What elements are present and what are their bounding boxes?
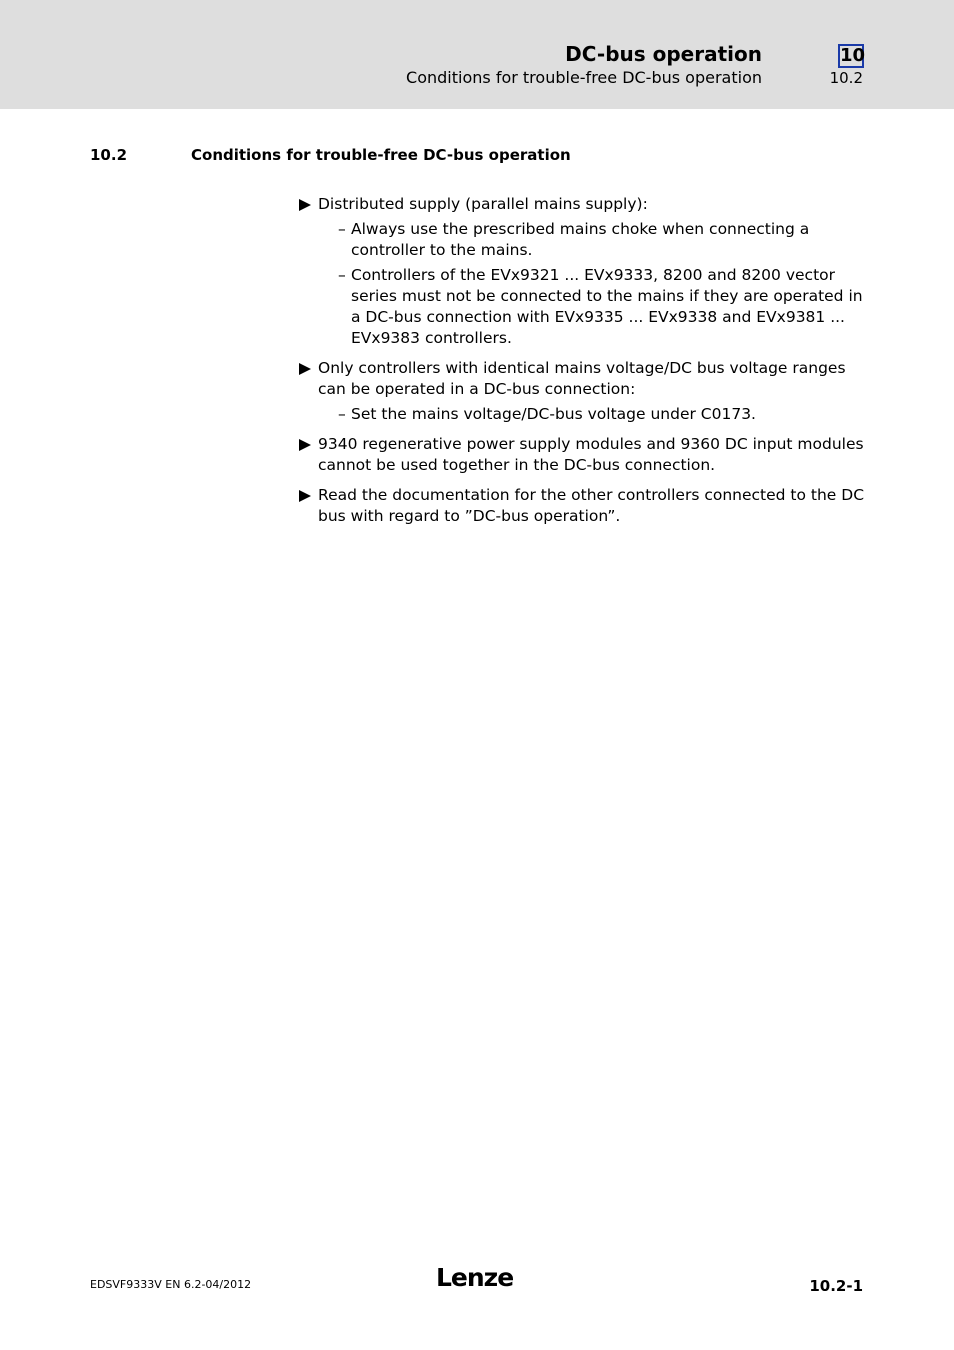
sub-item	[318, 219, 868, 261]
lenze-logo: Lenze	[436, 1263, 514, 1292]
bullet-item	[298, 358, 868, 425]
dash-marker: –	[338, 220, 346, 238]
sub-item	[318, 404, 868, 425]
sub-item-text: Always use the prescribed mains choke when connecting a controller to the mains.	[351, 220, 810, 259]
dash-marker: –	[338, 405, 346, 423]
content-body	[298, 194, 868, 536]
chapter-subtitle: Conditions for trouble-free DC-bus operation	[406, 68, 762, 87]
section-reference: 10.2	[829, 69, 863, 87]
bullet-item	[298, 194, 868, 349]
dash-marker: –	[338, 266, 346, 284]
section-title: Conditions for trouble-free DC-bus operation	[191, 146, 571, 164]
sub-item	[318, 265, 868, 349]
triangle-bullet-icon	[299, 363, 311, 375]
header-band	[0, 0, 954, 109]
bullet-text: Distributed supply (parallel mains supply):	[318, 195, 648, 213]
bullet-text: 9340 regenerative power supply modules and 9360 DC input modules cannot be used together in the DC-bus connection.	[318, 435, 864, 474]
page-number: 10.2-1	[809, 1277, 863, 1295]
triangle-bullet-icon	[299, 199, 311, 211]
bullet-text: Read the documentation for the other controllers connected to the DC bus with regard to ”DC-bus operation”.	[318, 486, 865, 525]
sub-item-text: Controllers of the EVx9321 ... EVx9333, 8200 and 8200 vector series must not be connected to the mains if they are operated in a DC-bus connection with EVx9335 ... EVx9338 and EVx9381 ... EVx9383 controllers.	[351, 266, 863, 347]
section-number: 10.2	[90, 146, 128, 164]
bullet-text: Only controllers with identical mains voltage/DC bus voltage ranges can be operated in a DC-bus connection:	[318, 359, 846, 398]
chapter-title: DC-bus operation	[565, 42, 762, 66]
triangle-bullet-icon	[299, 439, 311, 451]
sub-item-text: Set the mains voltage/DC-bus voltage under C0173.	[351, 405, 756, 423]
bullet-item	[298, 485, 868, 527]
document-code: EDSVF9333V EN 6.2-04/2012	[90, 1278, 252, 1291]
bullet-item	[298, 434, 868, 476]
chapter-number-badge[interactable]: 10	[840, 45, 866, 66]
triangle-bullet-icon	[299, 490, 311, 502]
